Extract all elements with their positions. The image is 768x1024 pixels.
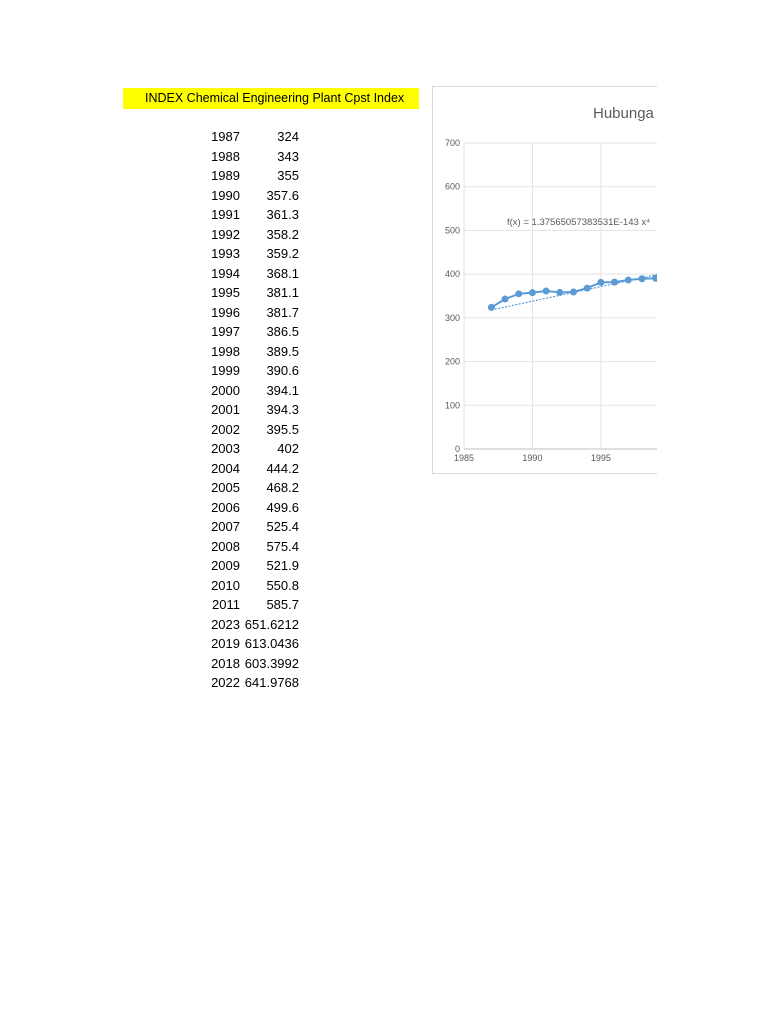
sheet-header-cell[interactable]: INDEX Chemical Engineering Plant Cpst Index bbox=[123, 88, 419, 109]
year-cell[interactable]: 1994 bbox=[211, 265, 240, 281]
value-cell[interactable]: 355 bbox=[277, 168, 299, 183]
value-cell[interactable]: 386.5 bbox=[266, 324, 299, 339]
value-cell[interactable]: 613.0436 bbox=[244, 636, 299, 651]
x-tick-label: 1985 bbox=[453, 453, 475, 463]
value-cell[interactable]: 525.4 bbox=[266, 519, 299, 534]
chart-area[interactable] bbox=[432, 86, 657, 474]
data-point bbox=[638, 275, 645, 282]
value-cell[interactable]: 324 bbox=[277, 129, 299, 144]
year-cell[interactable]: 1988 bbox=[211, 148, 240, 164]
table-row[interactable] bbox=[196, 322, 306, 342]
table-row[interactable] bbox=[196, 147, 306, 167]
y-tick-label: 0 bbox=[454, 444, 460, 454]
table-row[interactable] bbox=[196, 537, 306, 557]
year-cell[interactable]: 1990 bbox=[211, 187, 240, 203]
year-cell[interactable]: 2003 bbox=[211, 441, 240, 456]
y-tick-label: 100 bbox=[444, 400, 460, 411]
year-cell[interactable]: 1996 bbox=[211, 304, 240, 320]
year-cell[interactable]: 2019 bbox=[211, 636, 240, 651]
year-cell[interactable]: 2005 bbox=[211, 480, 240, 495]
data-point bbox=[543, 288, 550, 295]
year-cell[interactable]: 2022 bbox=[211, 675, 240, 690]
table-row[interactable] bbox=[196, 381, 306, 401]
table-row[interactable] bbox=[196, 498, 306, 518]
table-row[interactable] bbox=[196, 556, 306, 576]
value-cell[interactable]: 359.2 bbox=[266, 246, 299, 261]
value-cell[interactable]: 381.7 bbox=[266, 304, 299, 320]
table-row[interactable] bbox=[196, 342, 306, 362]
data-point bbox=[502, 296, 509, 303]
value-cell[interactable]: 550.8 bbox=[266, 577, 299, 593]
year-cell[interactable]: 2018 bbox=[211, 655, 240, 671]
value-cell[interactable]: 651.6212 bbox=[244, 616, 299, 632]
table-row[interactable] bbox=[196, 634, 306, 654]
value-cell[interactable]: 444.2 bbox=[266, 460, 299, 476]
table-row[interactable] bbox=[196, 439, 306, 459]
value-cell[interactable]: 390.6 bbox=[266, 363, 299, 378]
year-cell[interactable]: 1987 bbox=[211, 129, 240, 144]
table-row[interactable] bbox=[196, 595, 306, 615]
data-table bbox=[196, 127, 306, 693]
table-row[interactable] bbox=[196, 225, 306, 245]
trendline-equation: f(x) = 1.37565057383531E-143 x⁴ bbox=[507, 217, 651, 228]
year-cell[interactable]: 2006 bbox=[211, 499, 240, 515]
chart-title: Hubunga bbox=[593, 105, 654, 122]
table-row[interactable] bbox=[196, 244, 306, 264]
table-row[interactable] bbox=[196, 361, 306, 381]
year-cell[interactable]: 2007 bbox=[211, 519, 240, 534]
table-row[interactable] bbox=[196, 264, 306, 284]
value-cell[interactable]: 368.1 bbox=[266, 265, 299, 281]
value-cell[interactable]: 468.2 bbox=[266, 480, 299, 495]
data-point bbox=[488, 304, 495, 311]
year-cell[interactable]: 1989 bbox=[211, 168, 240, 183]
year-cell[interactable]: 2023 bbox=[211, 616, 240, 632]
table-row[interactable] bbox=[196, 576, 306, 596]
value-cell[interactable]: 499.6 bbox=[266, 499, 299, 515]
table-row[interactable] bbox=[196, 420, 306, 440]
value-cell[interactable]: 641.9768 bbox=[244, 675, 299, 690]
year-cell[interactable]: 1993 bbox=[211, 246, 240, 261]
year-cell[interactable]: 2010 bbox=[211, 577, 240, 593]
year-cell[interactable]: 2001 bbox=[211, 402, 240, 417]
value-cell[interactable]: 585.7 bbox=[266, 597, 299, 612]
table-row[interactable] bbox=[196, 186, 306, 206]
year-cell[interactable]: 2008 bbox=[211, 538, 240, 554]
year-cell[interactable]: 2009 bbox=[211, 558, 240, 573]
table-row[interactable] bbox=[196, 517, 306, 537]
data-point bbox=[570, 288, 577, 295]
table-row[interactable] bbox=[196, 459, 306, 479]
year-cell[interactable]: 1998 bbox=[211, 343, 240, 359]
table-row[interactable] bbox=[196, 283, 306, 303]
data-point bbox=[611, 279, 618, 286]
year-cell[interactable]: 1992 bbox=[211, 226, 240, 242]
table-row[interactable] bbox=[196, 400, 306, 420]
value-cell[interactable]: 389.5 bbox=[266, 343, 299, 359]
year-cell[interactable]: 1991 bbox=[211, 207, 240, 222]
value-cell[interactable]: 343 bbox=[277, 148, 299, 164]
data-point bbox=[597, 279, 604, 286]
table-row[interactable] bbox=[196, 303, 306, 323]
year-cell[interactable]: 1999 bbox=[211, 363, 240, 378]
value-cell[interactable]: 603.3992 bbox=[244, 655, 299, 671]
value-cell[interactable]: 361.3 bbox=[266, 207, 299, 222]
year-cell[interactable]: 2002 bbox=[211, 421, 240, 437]
table-row[interactable] bbox=[196, 615, 306, 635]
value-cell[interactable]: 357.6 bbox=[266, 187, 299, 203]
data-point bbox=[625, 277, 632, 284]
year-cell[interactable]: 2000 bbox=[211, 382, 240, 398]
table-row[interactable] bbox=[196, 205, 306, 225]
value-cell[interactable]: 521.9 bbox=[266, 558, 299, 573]
value-cell[interactable]: 575.4 bbox=[266, 538, 299, 554]
value-cell[interactable]: 402 bbox=[277, 441, 299, 456]
year-cell[interactable]: 2011 bbox=[212, 597, 240, 612]
table-row[interactable] bbox=[196, 654, 306, 674]
data-point bbox=[515, 290, 522, 297]
chart-plot bbox=[433, 87, 657, 473]
y-tick-label: 700 bbox=[444, 138, 460, 148]
y-tick-label: 300 bbox=[444, 312, 460, 323]
value-cell[interactable]: 381.1 bbox=[266, 285, 299, 300]
y-tick-label: 500 bbox=[444, 225, 460, 236]
value-cell[interactable]: 394.3 bbox=[266, 402, 299, 417]
year-cell[interactable]: 1997 bbox=[211, 324, 240, 339]
value-cell[interactable]: 358.2 bbox=[266, 226, 299, 242]
year-cell[interactable]: 2004 bbox=[211, 460, 240, 476]
table-row[interactable] bbox=[196, 127, 306, 147]
year-cell[interactable]: 1995 bbox=[211, 285, 240, 300]
data-point bbox=[556, 289, 563, 296]
x-tick-label: 1990 bbox=[522, 453, 543, 463]
value-cell[interactable]: 395.5 bbox=[266, 421, 299, 437]
x-tick-label: 1995 bbox=[590, 453, 611, 463]
data-point bbox=[529, 289, 536, 296]
y-tick-label: 200 bbox=[444, 356, 460, 367]
table-row[interactable] bbox=[196, 673, 306, 693]
y-tick-label: 600 bbox=[444, 181, 460, 192]
y-tick-label: 400 bbox=[444, 269, 460, 280]
table-row[interactable] bbox=[196, 478, 306, 498]
value-cell[interactable]: 394.1 bbox=[266, 382, 299, 398]
data-point bbox=[584, 285, 591, 292]
table-row[interactable] bbox=[196, 166, 306, 186]
